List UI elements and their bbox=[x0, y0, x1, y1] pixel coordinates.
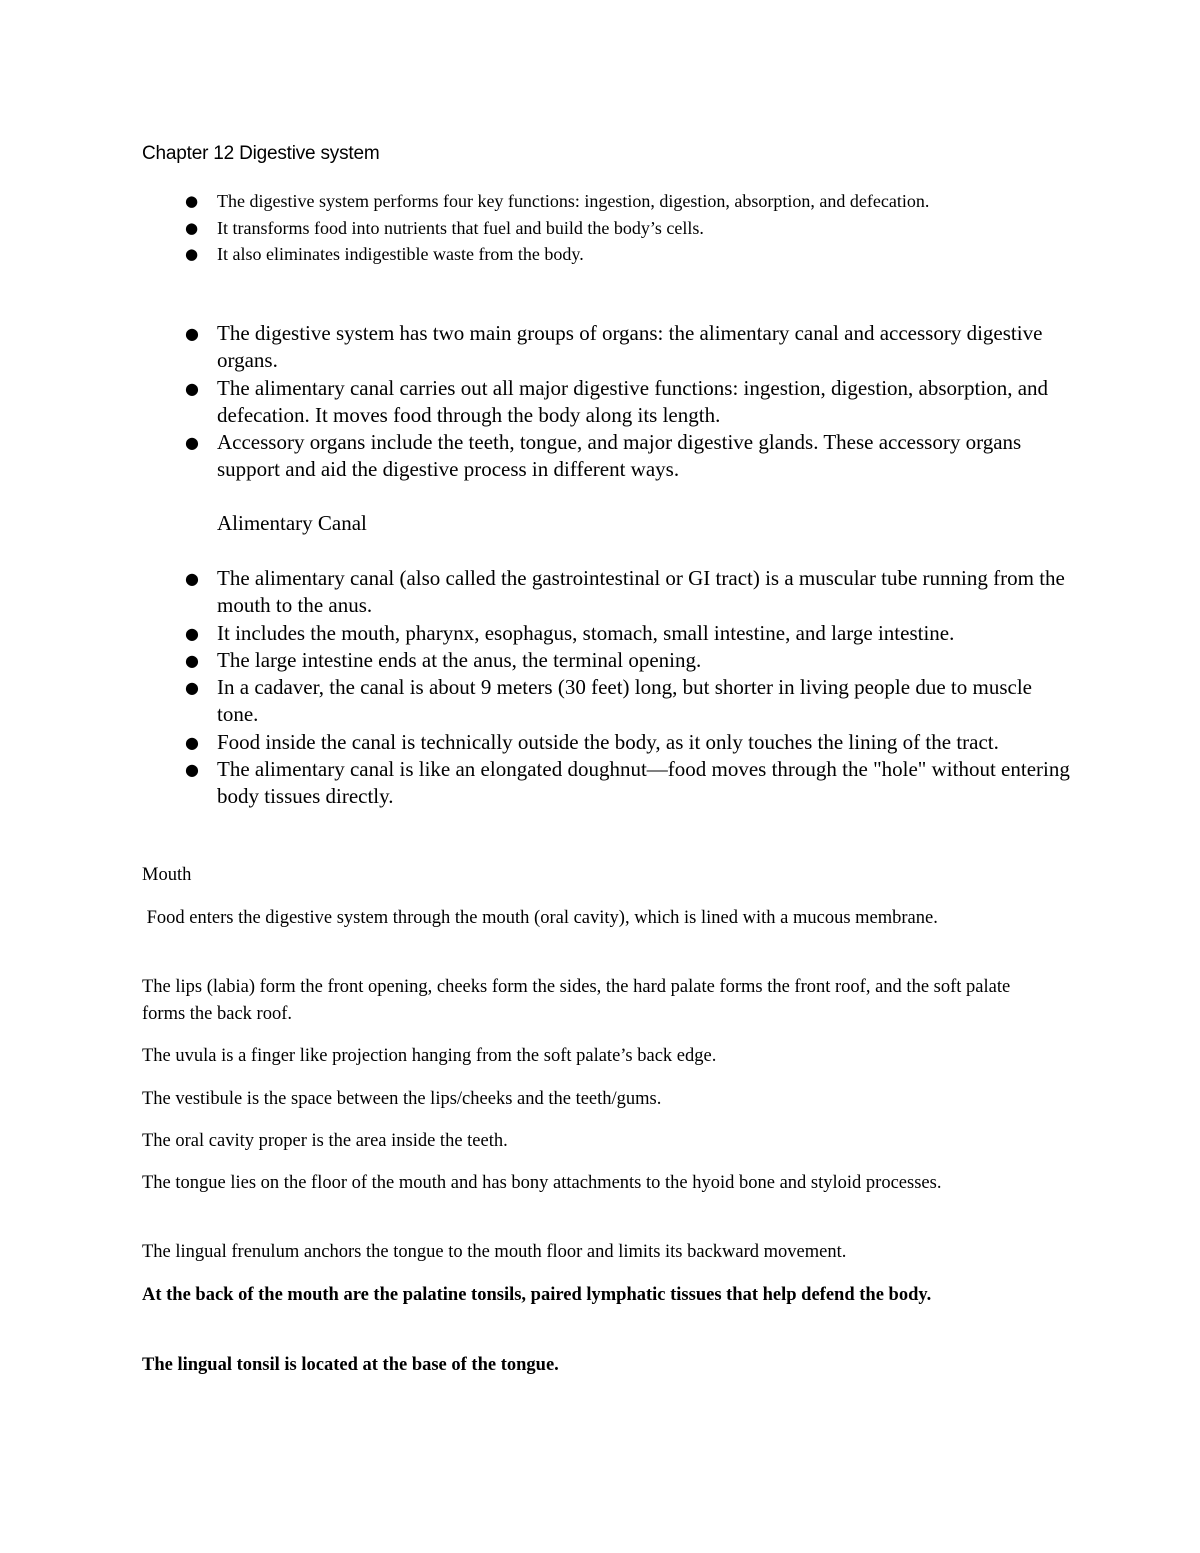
list-item: ● The large intestine ends at the anus, the terminal opening. bbox=[217, 647, 1077, 674]
bullet-icon: ● bbox=[185, 650, 199, 670]
bullet-icon: ● bbox=[185, 324, 199, 343]
list-item: ● The alimentary canal carries out all major digestive functions: ingestion, digestion, absorption, and defecation. It moves food through the body along its length. bbox=[185, 375, 1049, 427]
mouth-paragraph: The oral cavity proper is the area inside the teeth. bbox=[142, 1131, 508, 1151]
bullet-icon: ● bbox=[185, 245, 199, 263]
bullet-icon: ● bbox=[185, 623, 199, 643]
list-item: ● In a cadaver, the canal is about 9 meters (30 feet) long, but shorter in living people due to muscle tone. bbox=[185, 675, 1032, 727]
list-item: ● It transforms food into nutrients that fuel and build the body’s cells. bbox=[217, 215, 1017, 242]
bullet-icon: ● bbox=[185, 569, 199, 588]
intro-bullet-list bbox=[185, 188, 1017, 268]
list-item: ● It includes the mouth, pharynx, esophagus, stomach, small intestine, and large intestine. bbox=[217, 620, 1077, 647]
bullet-icon: ● bbox=[185, 192, 199, 210]
bullet-icon: ● bbox=[185, 378, 199, 398]
list-item: ● The digestive system has two main groups of organs: the alimentary canal and accessory digestive organs. bbox=[185, 321, 1043, 373]
alimentary-canal-heading: Alimentary Canal bbox=[217, 511, 367, 535]
mouth-paragraph: The tongue lies on the floor of the mouth and has bony attachments to the hyoid bone and styloid processes. bbox=[142, 1173, 942, 1193]
mouth-heading: Mouth bbox=[142, 865, 192, 885]
list-item: ● The alimentary canal is like an elongated doughnut—food moves through the "hole" without entering body tissues directly. bbox=[185, 757, 1070, 809]
bold-paragraph: At the back of the mouth are the palatine tonsils, paired lymphatic tissues that help defend the body. bbox=[142, 1285, 932, 1305]
mouth-paragraph: The uvula is a finger like projection hanging from the soft palate’s back edge. bbox=[142, 1046, 717, 1066]
bullet-icon: ● bbox=[185, 678, 199, 698]
bullet-icon: ● bbox=[185, 433, 199, 453]
chapter-title: Chapter 12 Digestive system bbox=[142, 143, 380, 164]
canal-bullet-list bbox=[185, 565, 1077, 811]
bullet-icon: ● bbox=[185, 732, 199, 752]
mouth-paragraph: The lingual frenulum anchors the tongue to the mouth floor and limits its backward movement. bbox=[142, 1242, 847, 1262]
mouth-paragraph: The lips (labia) form the front opening, cheeks form the sides, the hard palate forms the front roof, and the soft palate forms the back roof. bbox=[142, 977, 1011, 1024]
list-item: ● Food inside the canal is technically outside the body, as it only touches the lining of the tract. bbox=[217, 729, 1077, 756]
organ-bullet-list bbox=[185, 320, 1077, 484]
list-item: ● It also eliminates indigestible waste from the body. bbox=[217, 241, 1017, 268]
bullet-icon: ● bbox=[185, 218, 199, 237]
bold-paragraph: The lingual tonsil is located at the base of the tongue. bbox=[142, 1355, 559, 1375]
bullet-icon: ● bbox=[185, 760, 199, 780]
mouth-paragraph: The vestibule is the space between the lips/cheeks and the teeth/gums. bbox=[142, 1089, 662, 1109]
list-item: ● The digestive system performs four key functions: ingestion, digestion, absorption, and defecation. bbox=[217, 188, 1017, 215]
mouth-paragraph: Food enters the digestive system through the mouth (oral cavity), which is lined with a mucous membrane. bbox=[142, 908, 938, 928]
list-item: ● Accessory organs include the teeth, tongue, and major digestive glands. These accessory organs support and aid the digestive process in different ways. bbox=[185, 430, 1022, 482]
list-item: ● The alimentary canal (also called the gastrointestinal or GI tract) is a muscular tube running from the mouth to the anus. bbox=[185, 566, 1065, 618]
